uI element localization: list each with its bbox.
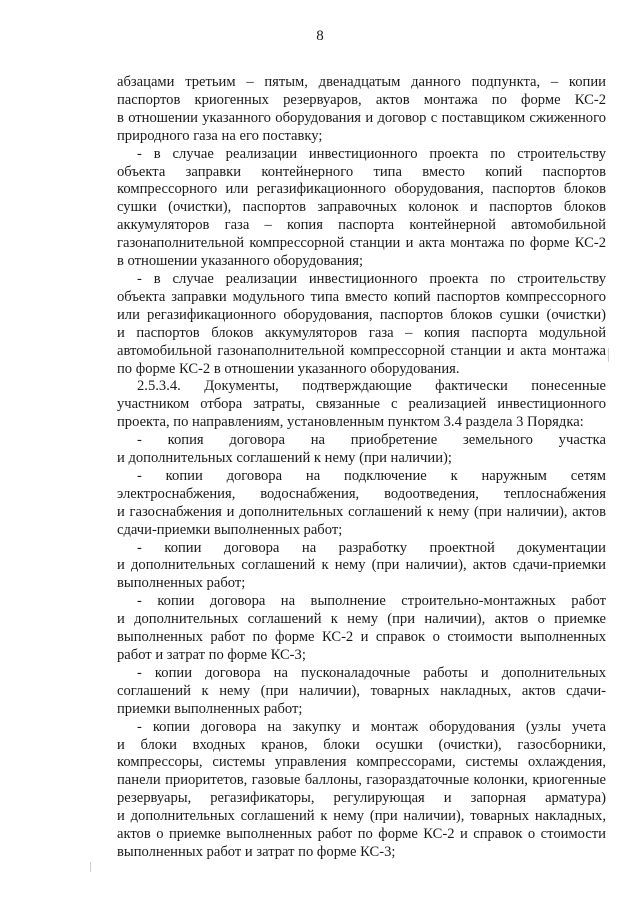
- text-line: по форме КС-2 в отношении указанного оборудования.: [117, 360, 460, 377]
- scan-artifact: [90, 862, 91, 872]
- text-line: - копии договора на выполнение строительно-монтажных работ: [137, 593, 606, 610]
- text-line: абзацами третьим – пятым, двенадцатым данного подпункта, – копии: [117, 74, 606, 90]
- text-line: - копии договора на разработку проектной документации: [137, 539, 606, 556]
- text-line: - в случае реализации инвестиционного проекта по строительству: [137, 145, 606, 162]
- paragraph: [117, 593, 606, 665]
- document-body: [117, 74, 606, 862]
- text-line: или регазификационного оборудования, паспортов блоков сушки (очистки): [117, 306, 606, 323]
- text-line: автомобильной газонаполнительной компрессорной станции и акта монтажа: [117, 342, 606, 359]
- text-line: газонаполнительной компрессорной станции и акта монтажа по форме КС-2: [117, 235, 606, 252]
- text-line: работ и затрат по форме КС-3;: [117, 647, 306, 663]
- text-line: - копия договора на приобретение земельного участка: [137, 432, 606, 449]
- text-line: и газоснабжения и дополнительных соглашений к нему (при наличии), актов: [117, 503, 606, 520]
- paragraph: [117, 74, 606, 146]
- paragraph: [117, 378, 606, 432]
- paragraph: [117, 665, 606, 719]
- paragraph: [117, 146, 606, 271]
- text-line: объекта заправки контейнерного типа вместо копий паспортов: [117, 163, 606, 180]
- text-line: приемки выполненных работ;: [117, 700, 303, 717]
- text-line: и паспортов блоков аккумуляторов газа – копия паспорта модульной: [117, 324, 606, 341]
- text-line: в отношении указанного оборудования и договор с поставщиком сжиженного: [117, 109, 606, 126]
- text-line: выполненных работ;: [117, 575, 246, 592]
- paragraph: [117, 719, 606, 862]
- text-line: соглашений к нему (при наличии), товарных накладных, актов сдачи-: [117, 682, 606, 699]
- text-line: и дополнительных соглашений к нему (при наличии), актов о приемке: [117, 611, 606, 628]
- text-line: природного газа на его поставку;: [117, 127, 323, 144]
- text-line: - в случае реализации инвестиционного проекта по строительству: [137, 270, 606, 287]
- paragraph: [117, 468, 606, 540]
- paragraph: [117, 271, 606, 378]
- text-line: - копии договора на пусконаладочные работы и дополнительных: [137, 664, 606, 681]
- text-line: аккумуляторов газа – копия паспорта контейнерной автомобильной: [117, 217, 606, 234]
- paragraph: [117, 540, 606, 594]
- text-line: сдачи-приемки выполненных работ;: [117, 521, 343, 538]
- text-line: и блоки входных кранов, блоки осушки (очистки), газосборники,: [117, 736, 606, 753]
- text-line: паспортов криогенных резервуаров, актов монтажа по форме КС-2: [117, 91, 606, 108]
- text-line: 2.5.3.4. Документы, подтверждающие фактически понесенные: [137, 378, 606, 395]
- text-line: сушки (очистки), паспортов заправочных колонок и паспортов блоков: [117, 199, 606, 216]
- text-line: выполненных работ по форме КС-2 и справок о стоимости выполненных: [117, 629, 606, 646]
- text-line: в отношении указанного оборудования;: [117, 253, 364, 270]
- text-line: объекта заправки модульного типа вместо копий паспортов компрессорного: [117, 288, 606, 305]
- text-line: компрессорного или регазификационного оборудования, паспортов блоков: [117, 181, 606, 198]
- text-line: электроснабжения, водоснабжения, водоотведения, теплоснабжения: [117, 485, 606, 502]
- scan-artifact: [608, 348, 609, 362]
- text-line: - копии договора на закупку и монтаж оборудования (узлы учета: [137, 718, 606, 735]
- text-line: актов о приемке выполненных работ по форме КС-2 и справок о стоимости: [117, 826, 606, 843]
- text-line: и дополнительных соглашений к нему (при наличии), товарных накладных,: [117, 808, 606, 825]
- text-line: панели приоритетов, газовые баллоны, газораздаточные колонки, криогенные: [117, 772, 606, 789]
- text-line: и дополнительных соглашений к нему (при наличии);: [117, 450, 452, 467]
- text-line: компрессоры, системы управления компрессорами, системы охлаждения,: [117, 754, 606, 771]
- page-number: 8: [316, 28, 324, 44]
- text-line: выполненных работ и затрат по форме КС-3;: [117, 843, 396, 860]
- text-line: участником отбора затраты, связанные с реализацией инвестиционного: [117, 396, 606, 413]
- text-line: - копии договора на подключение к наружным сетям: [137, 467, 606, 484]
- text-line: и дополнительных соглашений к нему (при наличии), актов сдачи-приемки: [117, 557, 606, 574]
- text-line: проекта, по направлениям, установленным пунктом 3.4 раздела 3 Порядка:: [117, 414, 584, 431]
- text-line: резервуары, регазификаторы, регулирующая и запорная арматура): [117, 790, 606, 807]
- paragraph: [117, 432, 606, 468]
